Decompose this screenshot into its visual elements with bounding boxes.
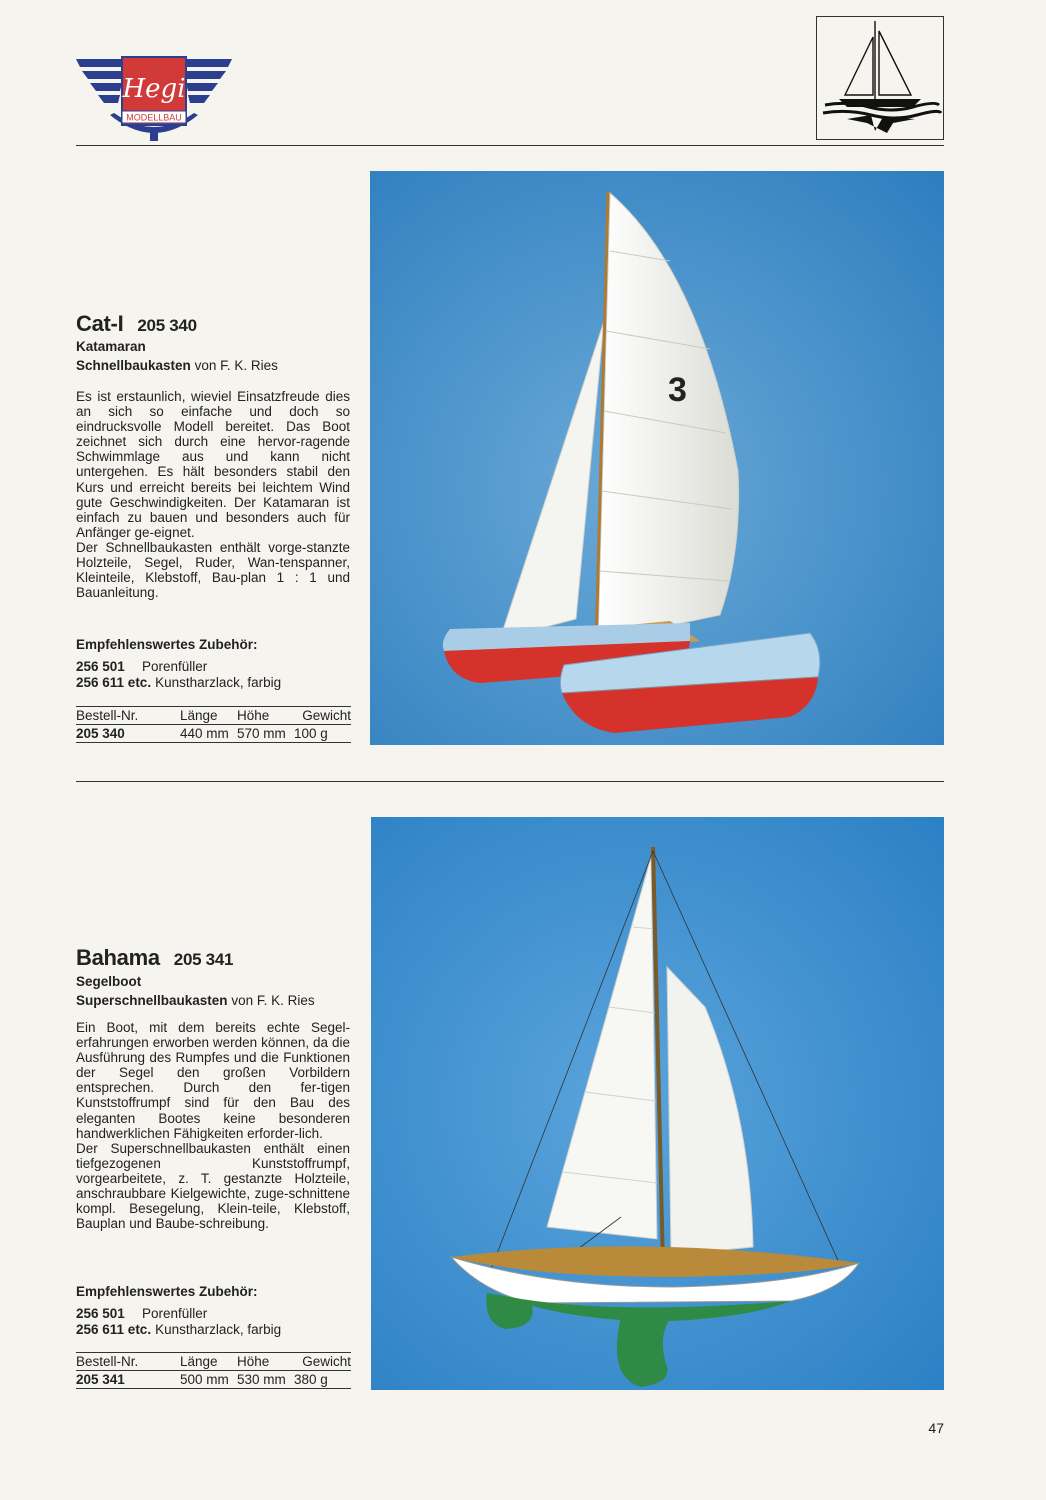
spec-header: Bestell-Nr.: [76, 1353, 180, 1371]
accessory-label: Porenfüller: [142, 659, 208, 674]
accessory-code: 256 501: [76, 1306, 125, 1321]
accessory-item: [76, 1306, 281, 1322]
spec-header: Höhe: [237, 707, 294, 725]
accessories-list: [76, 659, 281, 691]
kit-line: [76, 991, 315, 1010]
spec-value: 530 mm: [237, 1371, 294, 1389]
catamaran-photo: [370, 171, 944, 745]
spec-order-number: 205 340: [76, 725, 180, 743]
product-number: 205 341: [173, 950, 234, 969]
description-paragraph: Der Superschnellbaukasten enthält einen tiefgezogenen Kunststoffrumpf, vorgearbeitete, z. T. gestanzte Holzteile, anschraubbare Kielgewichte, zuge-schnittene kompl. Besegelung, Klein-teile, Klebstoff, Bauplan und Baube-schreibung.: [76, 1140, 350, 1232]
description-paragraph: Ein Boot, mit dem bereits echte Segel-erfahrungen erworben werden können, da die Ausführung des Rumpfes und die Funktionen der Segel den großen Vorbildern entsprechen. Durch den fer-tigen Kunststoffrumpf sind für den Bau des eleganten Bootes keine besonderen handwerklichen Fähigkeiten erforder-lich.: [76, 1020, 350, 1141]
sail-number: 3: [668, 371, 687, 409]
description-paragraph: Der Schnellbaukasten enthält vorge-stanzte Holzteile, Segel, Ruder, Wan-tenspanner, Kleinteile, Klebstoff, Bau-plan 1 : 1 und Bauanleitung.: [76, 539, 350, 601]
accessory-code: 256 611 etc.: [76, 675, 152, 690]
spec-value: 570 mm: [237, 725, 294, 743]
spec-header: Bestell-Nr.: [76, 707, 180, 725]
accessory-code: 256 611 etc.: [76, 1322, 152, 1337]
page-number: 47: [928, 1420, 944, 1436]
spec-header-row: [76, 707, 351, 725]
spec-value: 100 g: [294, 725, 351, 743]
kit-designer: von F. K. Ries: [194, 358, 278, 373]
spec-table: [76, 1352, 351, 1389]
accessories-heading: Empfehlenswertes Zubehör:: [76, 1284, 258, 1299]
kit-line: [76, 356, 278, 375]
hegi-logo: [76, 55, 232, 147]
accessory-label: Porenfüller: [142, 1306, 208, 1321]
product-title: [76, 311, 197, 337]
spec-value: 440 mm: [180, 725, 237, 743]
kit-designer: von F. K. Ries: [231, 993, 315, 1008]
accessory-item: [76, 659, 281, 675]
product-number: 205 340: [137, 316, 197, 335]
logo-text: Hegi: [122, 74, 186, 104]
header-rule: [76, 145, 944, 146]
kit-type: Superschnellbaukasten: [76, 993, 228, 1008]
kit-type: Schnellbaukasten: [76, 358, 191, 373]
accessory-code: 256 501: [76, 659, 125, 674]
spec-table: [76, 706, 351, 743]
accessories-list: [76, 1306, 281, 1338]
spec-value: 500 mm: [180, 1371, 237, 1389]
accessory-label: Kunstharzlack, farbig: [155, 675, 282, 690]
accessories-heading: Empfehlenswertes Zubehör:: [76, 637, 258, 652]
product-type: Segelboot: [76, 974, 142, 989]
spec-order-number: 205 341: [76, 1371, 180, 1389]
product-type: Katamaran: [76, 339, 146, 354]
product-name: Cat-I: [76, 311, 124, 336]
sailing-category-icon: [816, 16, 944, 140]
spec-header: Länge: [180, 1353, 237, 1371]
product-title: [76, 945, 233, 971]
accessory-item: [76, 675, 281, 691]
product-description: [76, 389, 350, 600]
spec-header: Gewicht: [294, 707, 351, 725]
product-name: Bahama: [76, 945, 160, 970]
spec-value: 380 g: [294, 1371, 351, 1389]
spec-header: Länge: [180, 707, 237, 725]
spec-header-row: [76, 1353, 351, 1371]
spec-value-row: [76, 725, 351, 743]
accessory-item: [76, 1322, 281, 1338]
product-description: [76, 1020, 350, 1231]
spec-header: Höhe: [237, 1353, 294, 1371]
description-paragraph: Es ist erstaunlich, wieviel Einsatzfreude dies an sich so einfache und doch so eindrucksvolle Modell bereitet. Das Boot zeichnet sich durch eine hervor-ragende Schwimmlage aus und kann nicht untergehen. Es hält besonders stabil den Kurs und erreicht bereits bei leichtem Wind gute Geschwindigkeiten. Der Katamaran ist einfach zu bauen und besonders auch für Anfänger ge-eignet.: [76, 389, 350, 540]
sailboat-photo: [371, 817, 944, 1390]
logo-subtext: MODELLBAU: [126, 112, 182, 123]
spec-value-row: [76, 1371, 351, 1389]
section-divider: [76, 781, 944, 782]
spec-header: Gewicht: [294, 1353, 351, 1371]
accessory-label: Kunstharzlack, farbig: [155, 1322, 282, 1337]
